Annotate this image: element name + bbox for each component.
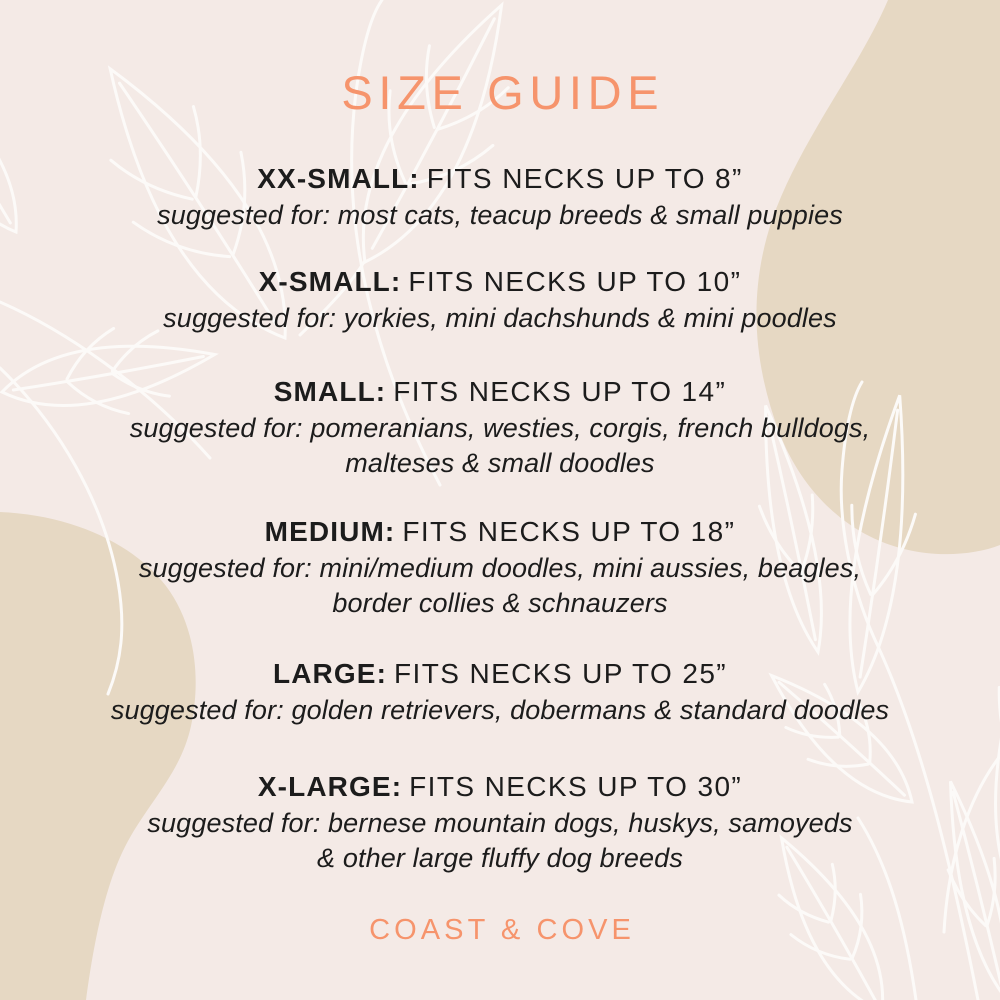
- size-name: SMALL:: [273, 376, 387, 407]
- suggested-line: suggested for: golden retrievers, dobermans & standard doodles: [110, 695, 890, 725]
- size-name: X-SMALL:: [258, 266, 402, 297]
- size-suggested: [0, 198, 1000, 233]
- suggested-line: & other large fluffy dog breeds: [317, 843, 683, 873]
- size-name: LARGE:: [272, 658, 388, 689]
- suggested-line: suggested for: pomeranians, westies, corgis, french bulldogs,: [129, 413, 871, 443]
- size-suggested: [0, 693, 1000, 728]
- size-suggested: [0, 551, 1000, 621]
- suggested-line: suggested for: bernese mountain dogs, huskys, samoyeds: [147, 808, 853, 838]
- suggested-line: suggested for: most cats, teacup breeds & small puppies: [157, 200, 843, 230]
- size-fits: FITS NECKS UP TO 14”: [393, 376, 727, 407]
- size-fits: FITS NECKS UP TO 18”: [402, 516, 736, 547]
- size-name: X-LARGE:: [257, 771, 403, 802]
- size-fits: FITS NECKS UP TO 25”: [394, 658, 728, 689]
- suggested-line: suggested for: mini/medium doodles, mini aussies, beagles,: [138, 553, 862, 583]
- size-entry-xx-small: [0, 165, 1000, 233]
- size-name: XX-SMALL:: [257, 163, 420, 194]
- size-entry-small: [0, 378, 1000, 481]
- size-fits: FITS NECKS UP TO 30”: [409, 771, 743, 802]
- size-fits: FITS NECKS UP TO 10”: [408, 266, 742, 297]
- suggested-line: malteses & small doodles: [345, 448, 655, 478]
- size-heading: [0, 378, 1000, 406]
- size-suggested: [0, 806, 1000, 876]
- size-heading: [0, 165, 1000, 193]
- size-entry-x-small: [0, 268, 1000, 336]
- suggested-line: border collies & schnauzers: [332, 588, 668, 618]
- size-heading: [0, 518, 1000, 546]
- size-entry-large: [0, 660, 1000, 728]
- size-heading: [0, 660, 1000, 688]
- brand-name: COAST & COVE: [369, 914, 635, 946]
- size-suggested: [0, 301, 1000, 336]
- size-entry-medium: [0, 518, 1000, 621]
- size-heading: [0, 268, 1000, 296]
- size-suggested: [0, 411, 1000, 481]
- page-title: SIZE GUIDE: [341, 66, 665, 119]
- suggested-line: suggested for: yorkies, mini dachshunds & mini poodles: [163, 303, 837, 333]
- size-fits: FITS NECKS UP TO 8”: [426, 163, 743, 194]
- size-entry-x-large: [0, 773, 1000, 876]
- size-heading: [0, 773, 1000, 801]
- size-name: MEDIUM:: [264, 516, 396, 547]
